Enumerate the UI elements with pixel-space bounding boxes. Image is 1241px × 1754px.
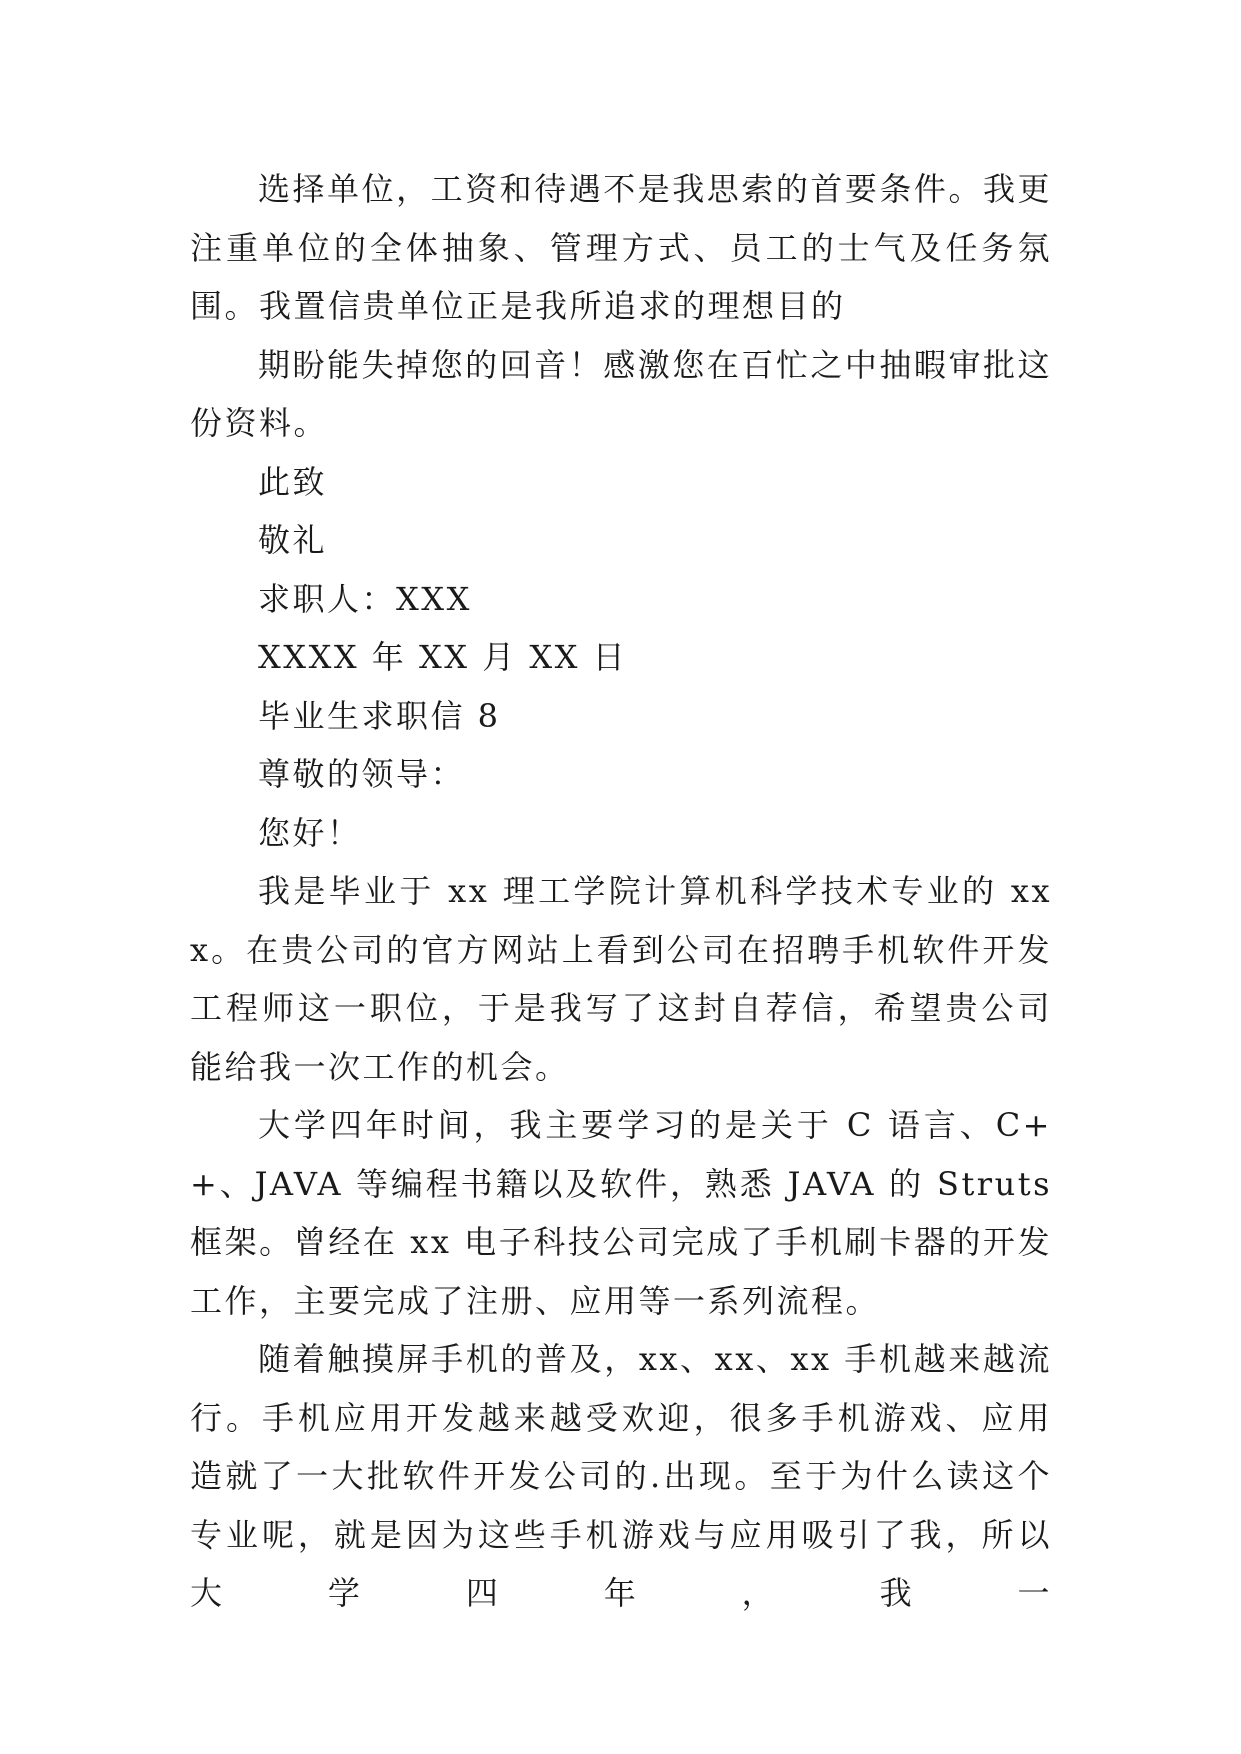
closing-regards: 敬礼 <box>258 521 328 559</box>
applicant-name: 求职人：XXX <box>258 579 472 618</box>
paragraph-expect-reply: 期盼能失掉您的回音！感激您在百忙之中抽暇审批这份资料。 <box>190 345 1052 442</box>
letter-date: XXXX 年 XX 月 XX 日 <box>258 638 628 676</box>
greeting-addressee: 尊敬的领导： <box>258 755 466 793</box>
section-title: 毕业生求职信 8 <box>258 696 501 735</box>
paragraph-motivation: 随着触摸屏手机的普及，xx、xx、xx 手机越来越流行。手机应用开发越来越受欢迎，很多手机游戏、应用造就了一大批软件开发公司的.出现。至于为什么读这个专业呢，就是因为这些手机游戏与应用吸引了我，所以大学四年，我一 <box>190 1340 1052 1612</box>
greeting-hello: 您好！ <box>258 813 362 852</box>
paragraph-requirements: 选择单位，工资和待遇不是我思索的首要条件。我更注重单位的全体抽象、管理方式、员工的士气及任务氛围。我置信贵单位正是我所追求的理想目的 <box>190 170 1052 325</box>
closing-salutation: 此致 <box>258 462 328 501</box>
paragraph-education: 大学四年时间，我主要学习的是关于 C 语言、C++、JAVA 等编程书籍以及软件，熟悉 JAVA 的 Struts 框架。曾经在 xx 电子科技公司完成了手机刷卡器的开发工作，主要完成了注册、应用等一系列流程。 <box>190 1106 1052 1320</box>
paragraph-introduction: 我是毕业于 xx 理工学院计算机科学技术专业的 xxx。在贵公司的官方网站上看到公司在招聘手机软件开发工程师这一职位，于是我写了这封自荐信，希望贵公司能给我一次工作的机会。 <box>190 872 1052 1086</box>
letter-body <box>190 160 1052 1623</box>
